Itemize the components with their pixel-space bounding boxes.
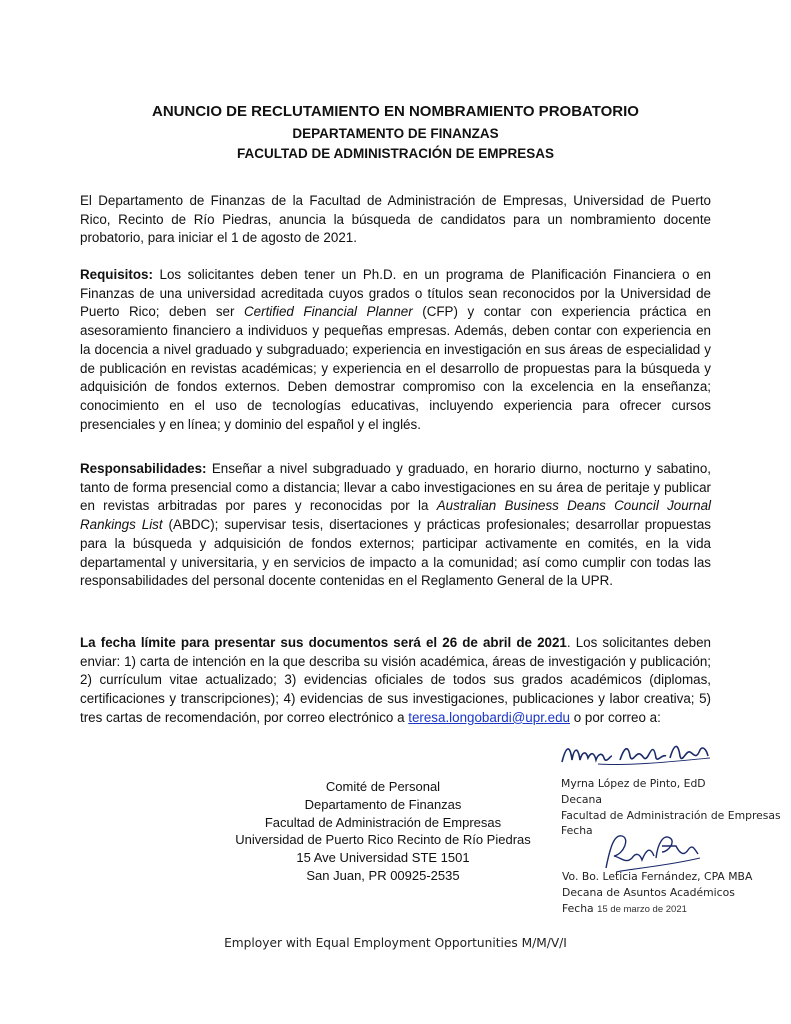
responsibilities-text-a: Enseñar a nivel subgraduado y graduado, en horario diurno, nocturno y sabatino, tanto de forma presencial como a distancia; llevar a cabo investigaciones en su área de peritaje y publicar en revistas arbitradas por pares y reconocidas por la (80, 461, 711, 514)
address-line: Facultad de Administración de Empresas (264, 814, 502, 830)
signatory-1-date-label: Fecha (561, 824, 593, 838)
signatory-2-date-row (562, 901, 752, 918)
deadline-text: . Los solicitantes deben enviar: 1) carta de intención en la que describa su visión académica, áreas de investigación y publicación; 2) currículum vitae actualizado; 3) evidencias oficiales de todos sus grados académicos (diplomas, certificaciones y transcripciones); 4) evidencias de sus investigaciones, publicaciones y labor creativa; 5) tres cartas de recomendación, por correo electrónico a (80, 635, 711, 725)
requirements-italic: Certified Financial Planner (244, 304, 413, 320)
signatory-1-name: Myrna López de Pinto, EdD (561, 777, 706, 790)
deadline-paragraph (80, 634, 711, 728)
address-line: San Juan, PR 00925-2535 (306, 867, 460, 883)
signatory-2-title: Decana de Asuntos Académicos (562, 885, 735, 899)
responsibilities-text-b: (ABDC); supervisar tesis, disertaciones y prácticas profesionales; desarrollar propuestas para la búsqueda y adquisición de fondos externos; participar activamente en comités, en la vida departamental y universitaria, y en servicios de impacto a la comunidad; así como cumplir con todas las responsabilidades del personal docente contenidas en el Reglamento General de la UPR. (80, 517, 711, 589)
signature-1 (558, 738, 718, 774)
address-line: 15 Ave Universidad STE 1501 (296, 850, 470, 866)
signatory-1-unit: Facultad de Administración de Empresas (561, 808, 781, 822)
responsibilities-paragraph (80, 460, 711, 591)
address-line: Universidad de Puerto Rico Recinto de Río Piedras (235, 832, 531, 848)
mailing-address (218, 778, 548, 885)
announcement-title: ANUNCIO DE RECLUTAMIENTO EN NOMBRAMIENTO PROBATORIO (152, 103, 639, 120)
signatory-2-name: Vo. Bo. Leticia Fernández, CPA MBA (562, 870, 753, 883)
equal-employment-footer: Employer with Equal Employment Opportunities M/M/V/I (224, 936, 567, 950)
address-line: Comité de Personal (325, 779, 441, 794)
department-heading: DEPARTAMENTO DE FINANZAS (292, 126, 499, 141)
requirements-text-b: (CFP) y contar con experiencia práctica en asesoramiento financiero a individuos y pequeñas empresas. Además, deben contar con experiencia en la docencia a nivel graduado y subgraduado; experiencia en investigación en sus áreas de especialidad y de publicación en revistas académicas; y experiencia en el desarrollo de propuestas para la búsqueda y adquisición de fondos externos. Deben demostrar compromiso con la excelencia en la enseñanza; conocimiento en el uso de tecnologías educativas, incluyendo experiencia para ofrecer cursos presenciales y en línea; y dominio del español y el inglés. (80, 304, 711, 432)
signatory-2-date-label: Fecha (562, 901, 594, 915)
requirements-paragraph (80, 266, 711, 434)
deadline-bold: La fecha límite para presentar sus documentos será el 26 de abril de 2021 (80, 635, 567, 650)
signatory-2-date-value: 15 de marzo de 2021 (597, 903, 687, 915)
email-link[interactable]: teresa.longobardi@upr.edu (408, 709, 570, 725)
signatory-2 (562, 869, 752, 917)
responsibilities-label: Responsabilidades: (80, 461, 207, 476)
intro-paragraph: El Departamento de Finanzas de la Facultad de Administración de Empresas, Universidad de Puerto Rico, Recinto de Río Piedras, anuncia la búsqueda de candidatos para un nombramiento docente probatorio, para iniciar el 1 de agosto de 2021. (80, 193, 711, 246)
requirements-text-a: Los solicitantes deben tener un Ph.D. en un programa de Planificación Financiera o en Finanzas de una universidad acreditada cuyos grados o títulos sean reconocidos por la Universidad de Puerto Rico; deben ser (80, 267, 711, 320)
responsibilities-italic: Australian Business Deans Council Journal Rankings List (80, 498, 711, 533)
faculty-heading: FACULTAD DE ADMINISTRACIÓN DE EMPRESAS (236, 146, 554, 161)
requirements-label: Requisitos: (80, 267, 153, 282)
address-line: Departamento de Finanzas (304, 796, 462, 812)
deadline-tail: o por correo a: (569, 709, 661, 725)
signatory-1-title: Decana (561, 792, 602, 806)
